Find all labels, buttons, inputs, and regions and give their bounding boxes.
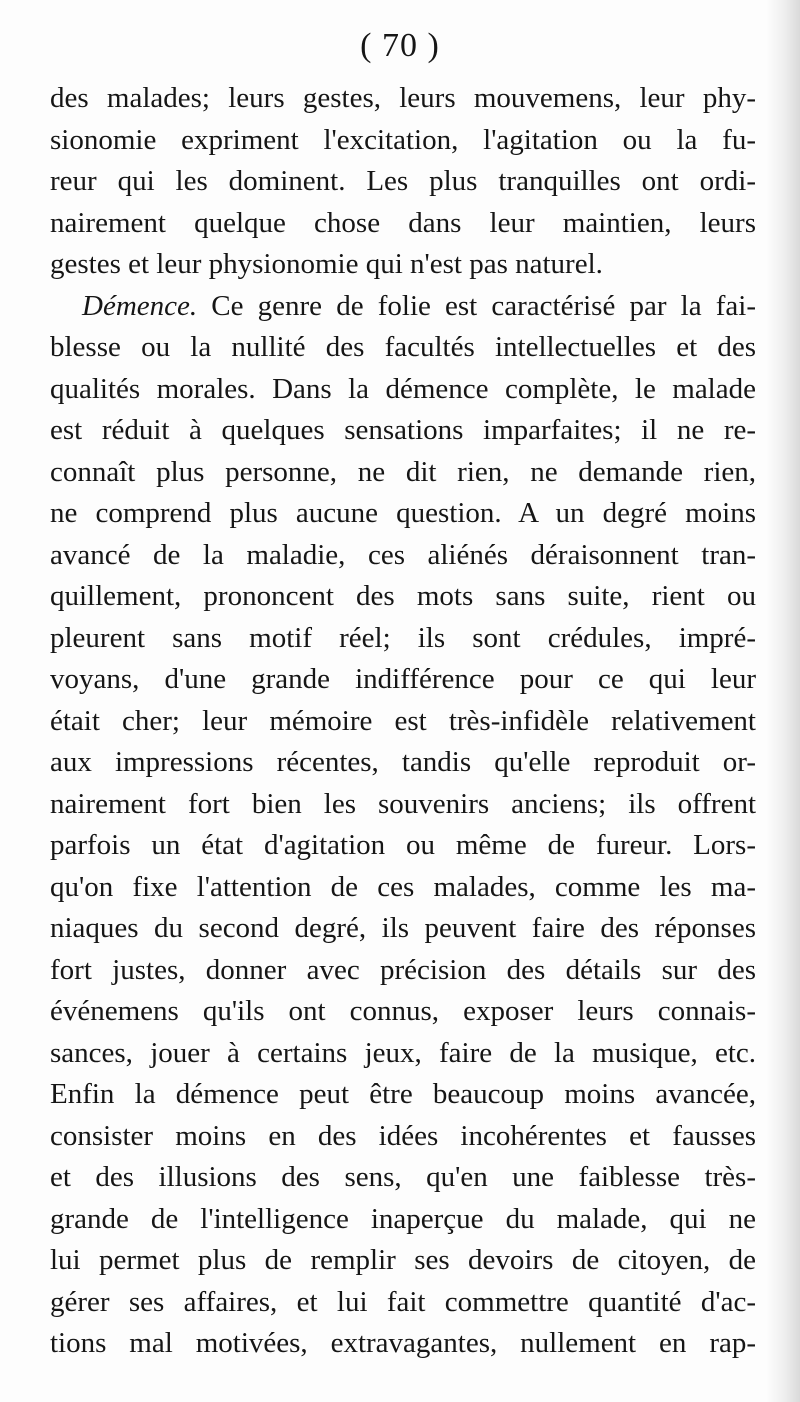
- text-line: aux impressions récentes, tandis qu'elle reproduit or-: [50, 746, 756, 778]
- text-line: des malades; leurs gestes, leurs mouvemens, leur phy-: [50, 82, 756, 114]
- text-line: lui permet plus de remplir ses devoirs de citoyen, de: [50, 1244, 756, 1276]
- text-line: nairement fort bien les souvenirs anciens; ils offrent: [50, 787, 756, 820]
- text-line: sances, jouer à certains jeux, faire de la musique, etc.: [50, 1036, 756, 1069]
- text-line: consister moins en des idées incohérentes et fausses: [50, 1119, 756, 1152]
- text-line: voyans, d'une grande indifférence pour ce qui leur: [50, 663, 756, 695]
- text-line: fort justes, donner avec précision des détails sur des: [50, 953, 756, 986]
- text-line: avancé de la maladie, ces aliénés déraisonnent tran-: [50, 538, 756, 571]
- paragraph-start-line: [50, 286, 756, 328]
- page-number: ( 70 ): [360, 27, 440, 64]
- page-edge-shadow: [766, 0, 800, 1402]
- text-line: reur qui les dominent. Les plus tranquilles ont ordi-: [50, 165, 756, 197]
- text-line: sionomie expriment l'excitation, l'agitation ou la fu-: [50, 123, 756, 156]
- text-line: gestes et leur physionomie qui n'est pas naturel.: [50, 248, 603, 280]
- text-line: tions mal motivées, extravagantes, nullement en rap-: [50, 1327, 756, 1359]
- text-line: qu'on fixe l'attention de ces malades, comme les ma-: [50, 870, 756, 903]
- text-line: qualités morales. Dans la démence complète, le malade: [50, 372, 756, 405]
- text-line: parfois un état d'agitation ou même de fureur. Lors-: [50, 829, 756, 861]
- text-line: niaques du second degré, ils peuvent faire des réponses: [50, 912, 756, 944]
- text-line: et des illusions des sens, qu'en une faiblesse très-: [50, 1161, 756, 1193]
- text-line: gérer ses affaires, et lui fait commettre quantité d'ac-: [50, 1285, 756, 1318]
- text-line: événemens qu'ils ont connus, exposer leurs connais-: [50, 995, 756, 1027]
- text-line: Enfin la démence peut être beaucoup moins avancée,: [50, 1078, 756, 1110]
- text-line: grande de l'intelligence inaperçue du malade, qui ne: [50, 1202, 756, 1235]
- text-line: pleurent sans motif réel; ils sont crédules, impré-: [50, 621, 756, 654]
- text-line: quillement, prononcent des mots sans suite, rient ou: [50, 580, 756, 612]
- text-line: connaît plus personne, ne dit rien, ne demande rien,: [50, 455, 756, 488]
- text-line: était cher; leur mémoire est très-infidèle relativement: [50, 704, 756, 737]
- section-term: Démence.: [82, 289, 198, 322]
- text-line: ne comprend plus aucune question. A un degré moins: [50, 497, 756, 529]
- text-line: est réduit à quelques sensations imparfaites; il ne re-: [50, 414, 756, 446]
- text-line: blesse ou la nullité des facultés intellectuelles et des: [50, 331, 756, 363]
- text-line-rest: Ce genre de folie est caractérisé par la fai-: [211, 289, 756, 322]
- text-line: nairement quelque chose dans leur maintien, leurs: [50, 206, 756, 239]
- body-text: [50, 78, 756, 1365]
